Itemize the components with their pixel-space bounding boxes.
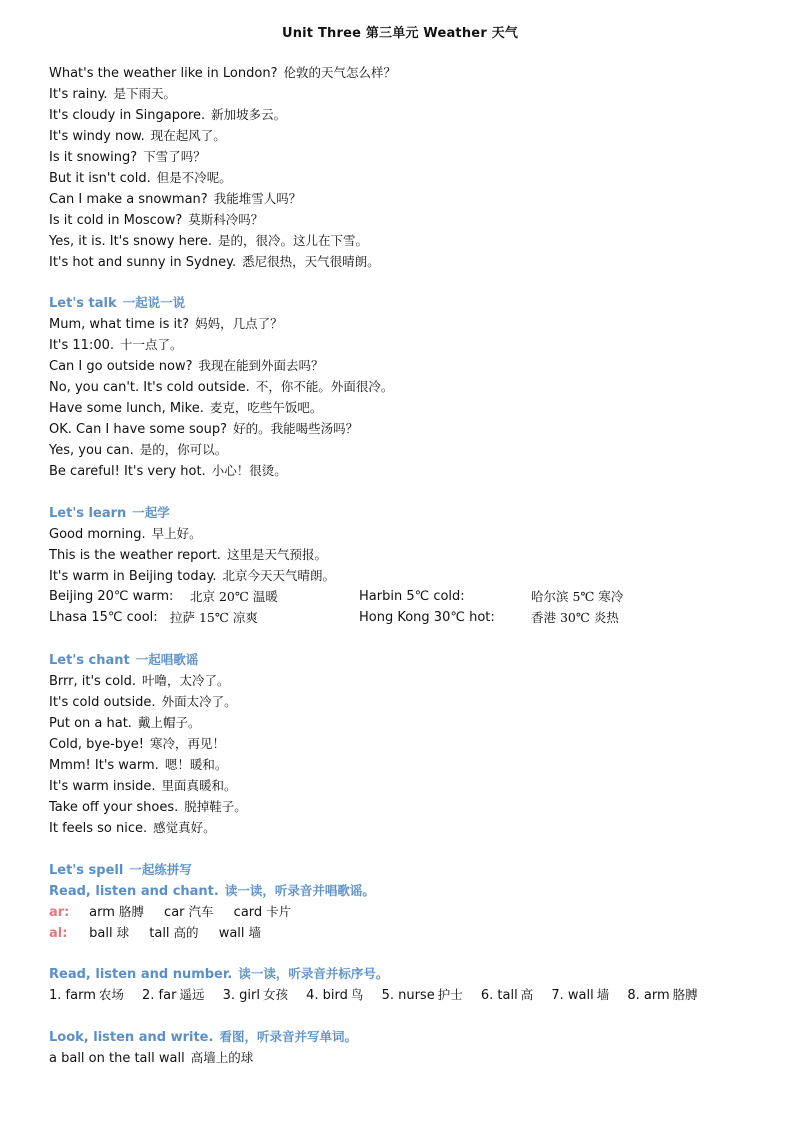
phonics-word: ball 球 xyxy=(89,925,130,941)
talk-line: No, you can't. It's cold outside. 不，你不能。外面很冷。 xyxy=(49,379,394,395)
intro-line: It's cloudy in Singapore. 新加坡多云。 xyxy=(49,107,287,123)
talk-line: Mum, what time is it? 妈妈，几点了？ xyxy=(49,316,283,332)
chant-line: Brrr, it's cold. 叶噜，太冷了。 xyxy=(49,673,230,689)
phonics-sound: ar: xyxy=(49,905,70,920)
intro-line: Is it snowing? 下雪了吗？ xyxy=(49,149,206,165)
temp-harbin-zh: 哈尔滨 5℃ 寒冷 xyxy=(531,589,624,604)
numbered-word: 2. far 遥远 xyxy=(142,987,205,1003)
numbered-word: 6. tall 高 xyxy=(480,987,534,1003)
temp-beijing-zh: 北京 20℃ 温暖 xyxy=(190,589,278,604)
final-phrase: a ball on the tall wall 高墙上的球 xyxy=(49,1050,254,1066)
section-heading-talk: Let's talk 一起说一说 xyxy=(49,295,186,311)
instruction-read-chant: Read, listen and chant. 读一读，听录音并唱歌谣。 xyxy=(49,883,375,899)
chant-line: Cold, bye-bye! 寒冷，再见！ xyxy=(49,736,225,752)
talk-line: Can I go outside now? 我现在能到外面去吗？ xyxy=(49,358,324,374)
numbered-word: 1. farm 农场 xyxy=(49,987,124,1003)
chant-line: It's cold outside. 外面太冷了。 xyxy=(49,694,237,710)
chant-line: It feels so nice. 感觉真好。 xyxy=(49,820,216,836)
talk-line: OK. Can I have some soup? 好的。我能喝些汤吗？ xyxy=(49,421,359,437)
phonics-word: tall 高的 xyxy=(149,925,199,941)
intro-line: Can I make a snowman? 我能堆雪人吗？ xyxy=(49,191,302,207)
chant-line: It's warm inside. 里面真暖和。 xyxy=(49,778,237,794)
page-title: Unit Three 第三单元 Weather 天气 xyxy=(281,26,519,41)
numbered-words xyxy=(49,987,698,1004)
intro-line: Yes, it is. It's snowy here. 是的，很冷。这儿在下雪。 xyxy=(49,233,369,249)
intro-line: Is it cold in Moscow? 莫斯科冷吗？ xyxy=(49,212,264,228)
chant-line: Mmm! It's warm. 嗯！暖和。 xyxy=(49,757,228,773)
phonics-row-al xyxy=(49,925,275,942)
phonics-word: car 汽车 xyxy=(164,904,214,920)
intro-line: What's the weather like in London? 伦敦的天气怎么样？ xyxy=(49,65,396,81)
temp-lhasa-zh: 拉萨 15℃ 凉爽 xyxy=(170,610,258,625)
talk-line: Be careful! It's very hot. 小心！很烫。 xyxy=(49,463,287,479)
intro-line: It's rainy. 是下雨天。 xyxy=(49,86,177,102)
numbered-word: 5. nurse 护士 xyxy=(381,987,463,1003)
temp-hongkong-en: Hong Kong 30℃ hot: xyxy=(359,610,495,625)
temp-harbin-en: Harbin 5℃ cold: xyxy=(359,589,465,604)
talk-line: Yes, you can. 是的，你可以。 xyxy=(49,442,228,458)
temp-beijing-en: Beijing 20℃ warm: xyxy=(49,589,174,604)
chant-line: Take off your shoes. 脱掉鞋子。 xyxy=(49,799,247,815)
talk-line: It's 11:00. 十一点了。 xyxy=(49,337,183,353)
section-heading-learn: Let's learn 一起学 xyxy=(49,505,170,521)
temp-hongkong-zh: 香港 30℃ 炎热 xyxy=(531,610,619,625)
numbered-word: 7. wall 墙 xyxy=(551,987,610,1003)
phonics-row-ar xyxy=(49,904,305,921)
numbered-word: 3. girl 女孩 xyxy=(222,987,288,1003)
instruction-look-write: Look, listen and write. 看图，听录音并写单词。 xyxy=(49,1029,357,1045)
phonics-word: card 卡片 xyxy=(233,904,292,920)
learn-line: This is the weather report. 这里是天气预报。 xyxy=(49,547,327,563)
section-heading-chant: Let's chant 一起唱歌谣 xyxy=(49,652,199,668)
intro-line: But it isn't cold. 但是不冷呢。 xyxy=(49,170,232,186)
temp-lhasa-en: Lhasa 15℃ cool: xyxy=(49,610,158,625)
learn-line: Good morning. 早上好。 xyxy=(49,526,202,542)
section-heading-spell: Let's spell 一起练拼写 xyxy=(49,862,192,878)
numbered-word: 8. arm 胳膊 xyxy=(627,987,698,1003)
learn-line: It's warm in Beijing today. 北京今天天气晴朗。 xyxy=(49,568,336,584)
phonics-word: wall 墙 xyxy=(218,925,262,941)
phonics-sound: al: xyxy=(49,926,68,941)
intro-line: It's windy now. 现在起风了。 xyxy=(49,128,226,144)
numbered-word: 4. bird 鸟 xyxy=(306,987,364,1003)
phonics-word: arm 胳膊 xyxy=(89,904,144,920)
intro-line: It's hot and sunny in Sydney. 悉尼很热，天气很晴朗。 xyxy=(49,254,380,270)
chant-line: Put on a hat. 戴上帽子。 xyxy=(49,715,201,731)
instruction-read-number: Read, listen and number. 读一读，听录音并标序号。 xyxy=(49,966,389,982)
talk-line: Have some lunch, Mike. 麦克，吃些午饭吧。 xyxy=(49,400,323,416)
